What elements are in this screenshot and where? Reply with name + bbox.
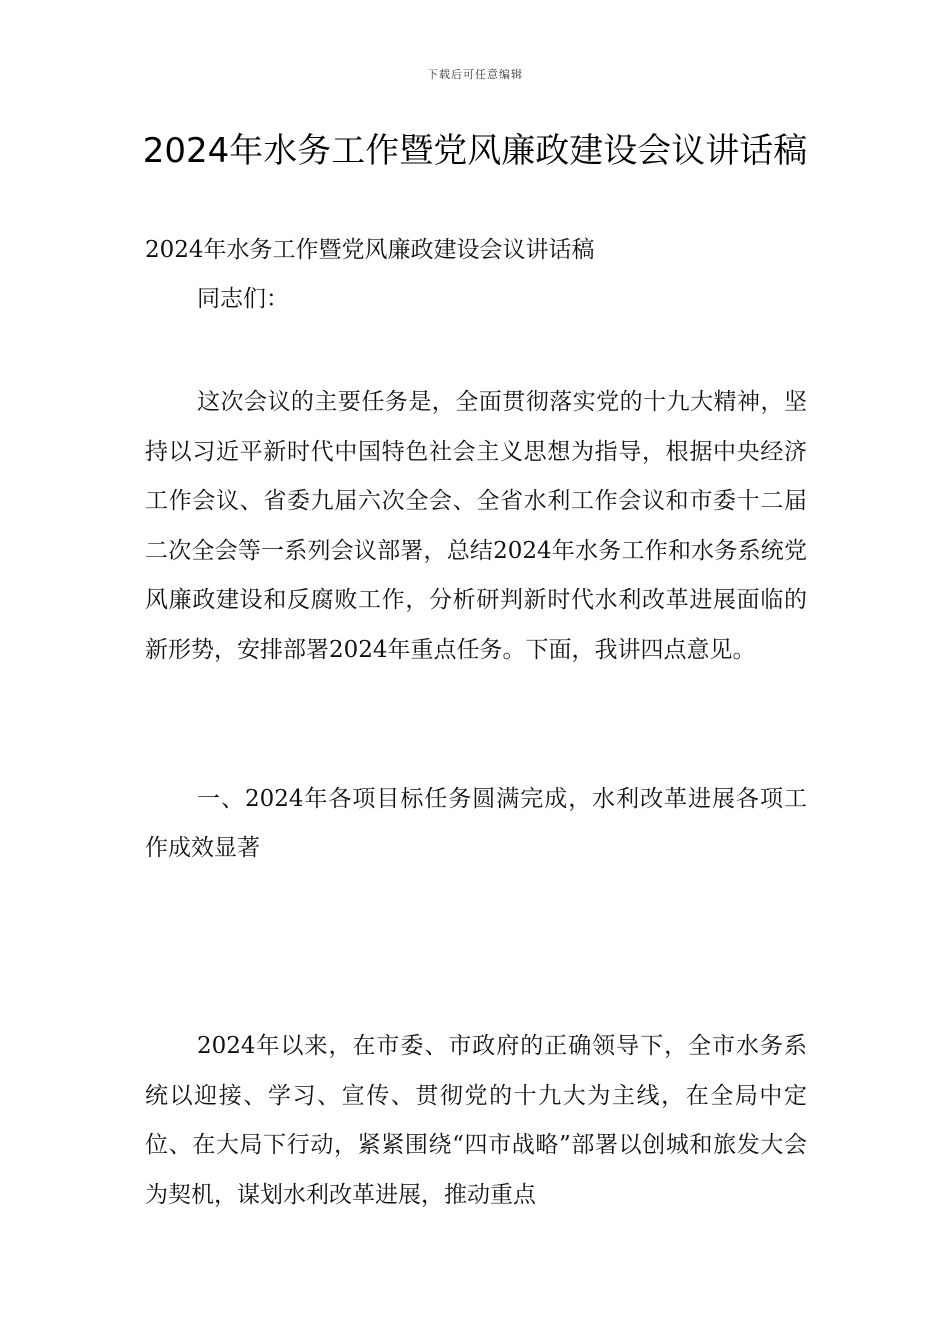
- section-1-body-paragraph: 2024年以来，在市委、市政府的正确领导下，全市水务系统以迎接、学习、宣传、贯彻党的十九大为主线，在全局中定位、在大局下行动，紧紧围绕“四市战略”部署以创城和旅发大会为契机，谋划水利改革进展，推动重点: [145, 1033, 807, 1208]
- document-subtitle: 2024年水务工作暨党风廉政建设会议讲话稿: [145, 237, 595, 263]
- salutation: 同志们：: [197, 286, 289, 312]
- section-heading-1: 一、2024年各项目标任务圆满完成，水利改革进展各项工作成效显著: [145, 786, 807, 861]
- page-header-note: 下载后可任意编辑: [427, 68, 523, 81]
- document-title: 2024年水务工作暨党风廉政建设会议讲话稿: [142, 131, 808, 171]
- intro-paragraph: 这次会议的主要任务是，全面贯彻落实党的十九大精神，坚持以习近平新时代中国特色社会主义思想为指导，根据中央经济工作会议、省委九届六次全会、全省水利工作会议和市委十二届二次全会等一系列会议部署，总结2024年水务工作和水务系统党风廉政建设和反腐败工作，分析研判新时代水利改革进展面临的新形势，安排部署2024年重点任务。下面，我讲四点意见。: [145, 389, 807, 663]
